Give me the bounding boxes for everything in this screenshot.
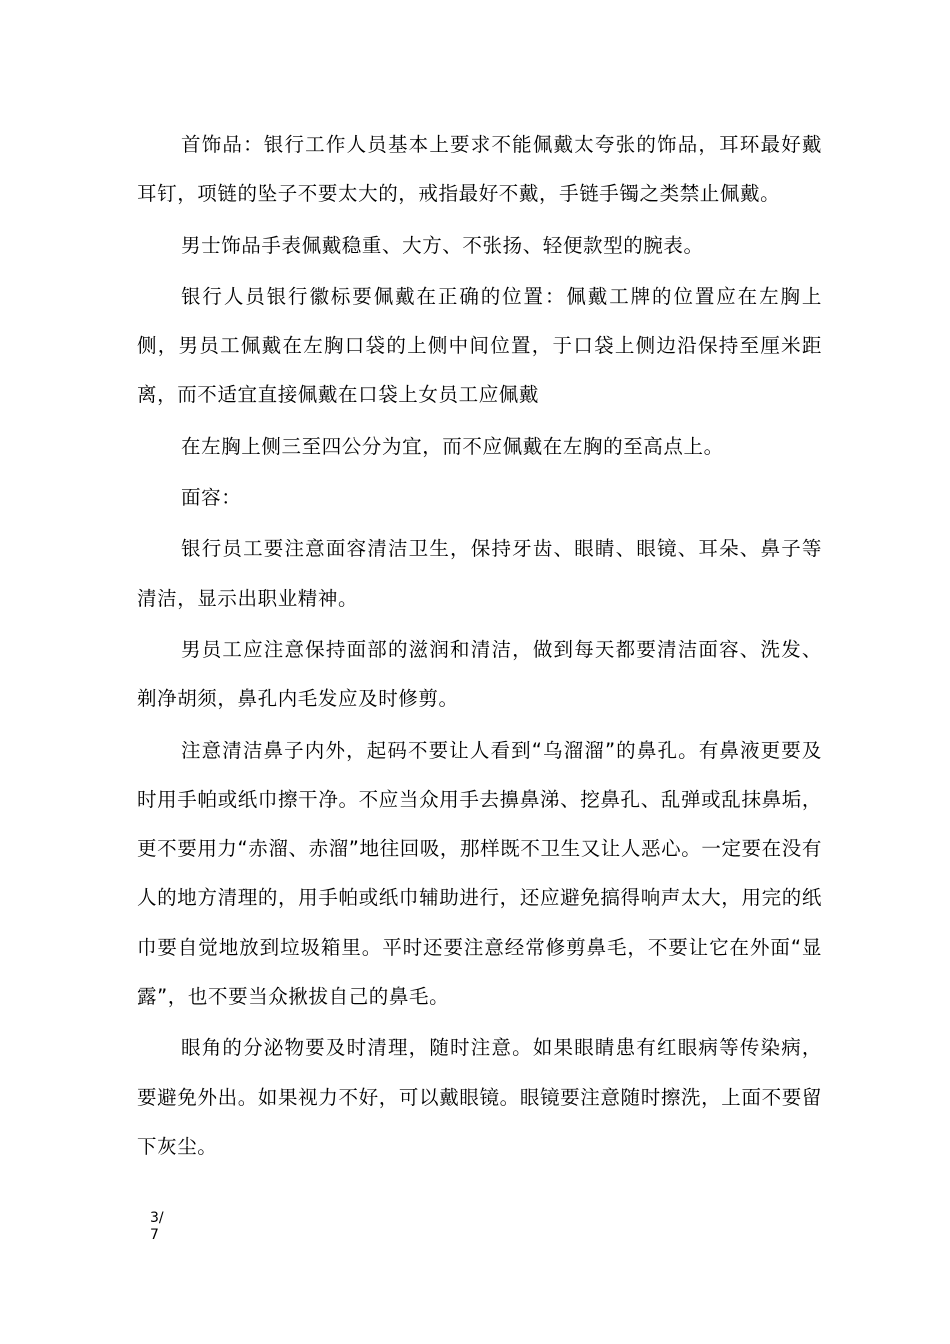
paragraph-badge-female: 在左胸上侧三至四公分为宜，而不应佩戴在左胸的至高点上。 — [181, 434, 724, 458]
paragraph-badge-position: 银行人员银行徽标要佩戴在正确的位置：佩戴工牌的位置应在左胸上侧，男员工佩戴在左胸口袋的上侧中间位置，于口袋上侧边沿保持至厘米距离，而不适宜直接佩戴在口袋上女员工应佩戴 — [137, 284, 822, 407]
document-body — [137, 120, 822, 1173]
paragraph-male-grooming: 男员工应注意保持面部的滋润和清洁，做到每天都要清洁面容、洗发、剃净胡须，鼻孔内毛发应及时修剪。 — [137, 637, 822, 711]
paragraph-face-cleanliness: 银行员工要注意面容清洁卫生，保持牙齿、眼睛、眼镜、耳朵、鼻子等清洁，显示出职业精神。 — [137, 537, 822, 610]
paragraph-eye-care: 眼角的分泌物要及时清理，随时注意。如果眼睛患有红眼病等传染病，要避免外出。如果视力不好，可以戴眼镜。眼镜要注意随时擦洗，上面不要留下灰尘。 — [137, 1036, 822, 1158]
paragraph-nose-care: 注意清洁鼻子内外，起码不要让人看到“乌溜溜”的鼻孔。有鼻液更要及时用手帕或纸巾擦干净。不应当众用手去擤鼻涕、挖鼻孔、乱弹或乱抹鼻垢，更不要用力“赤溜、赤溜”地往回吸，那样既不卫生又让人恶心。一定要在没有人的地方清理的，用手帕或纸巾辅助进行，还应避免搞得响声太大，用完的纸巾要自觉地放到垃圾箱里。平时还要注意经常修剪鼻毛，不要让它在外面“显露”，也不要当众揪拔自己的鼻毛。 — [137, 738, 822, 1009]
page-number: 3/7 — [150, 1210, 164, 1243]
paragraph-mens-watch: 男士饰品手表佩戴稳重、大方、不张扬、轻便款型的腕表。 — [181, 233, 704, 257]
paragraph-jewelry: 首饰品：银行工作人员基本上要求不能佩戴太夸张的饰品，耳环最好戴耳钉，项链的坠子不要太大的，戒指最好不戴，手链手镯之类禁止佩戴。 — [137, 133, 822, 206]
section-heading-face: 面容： — [181, 486, 242, 510]
